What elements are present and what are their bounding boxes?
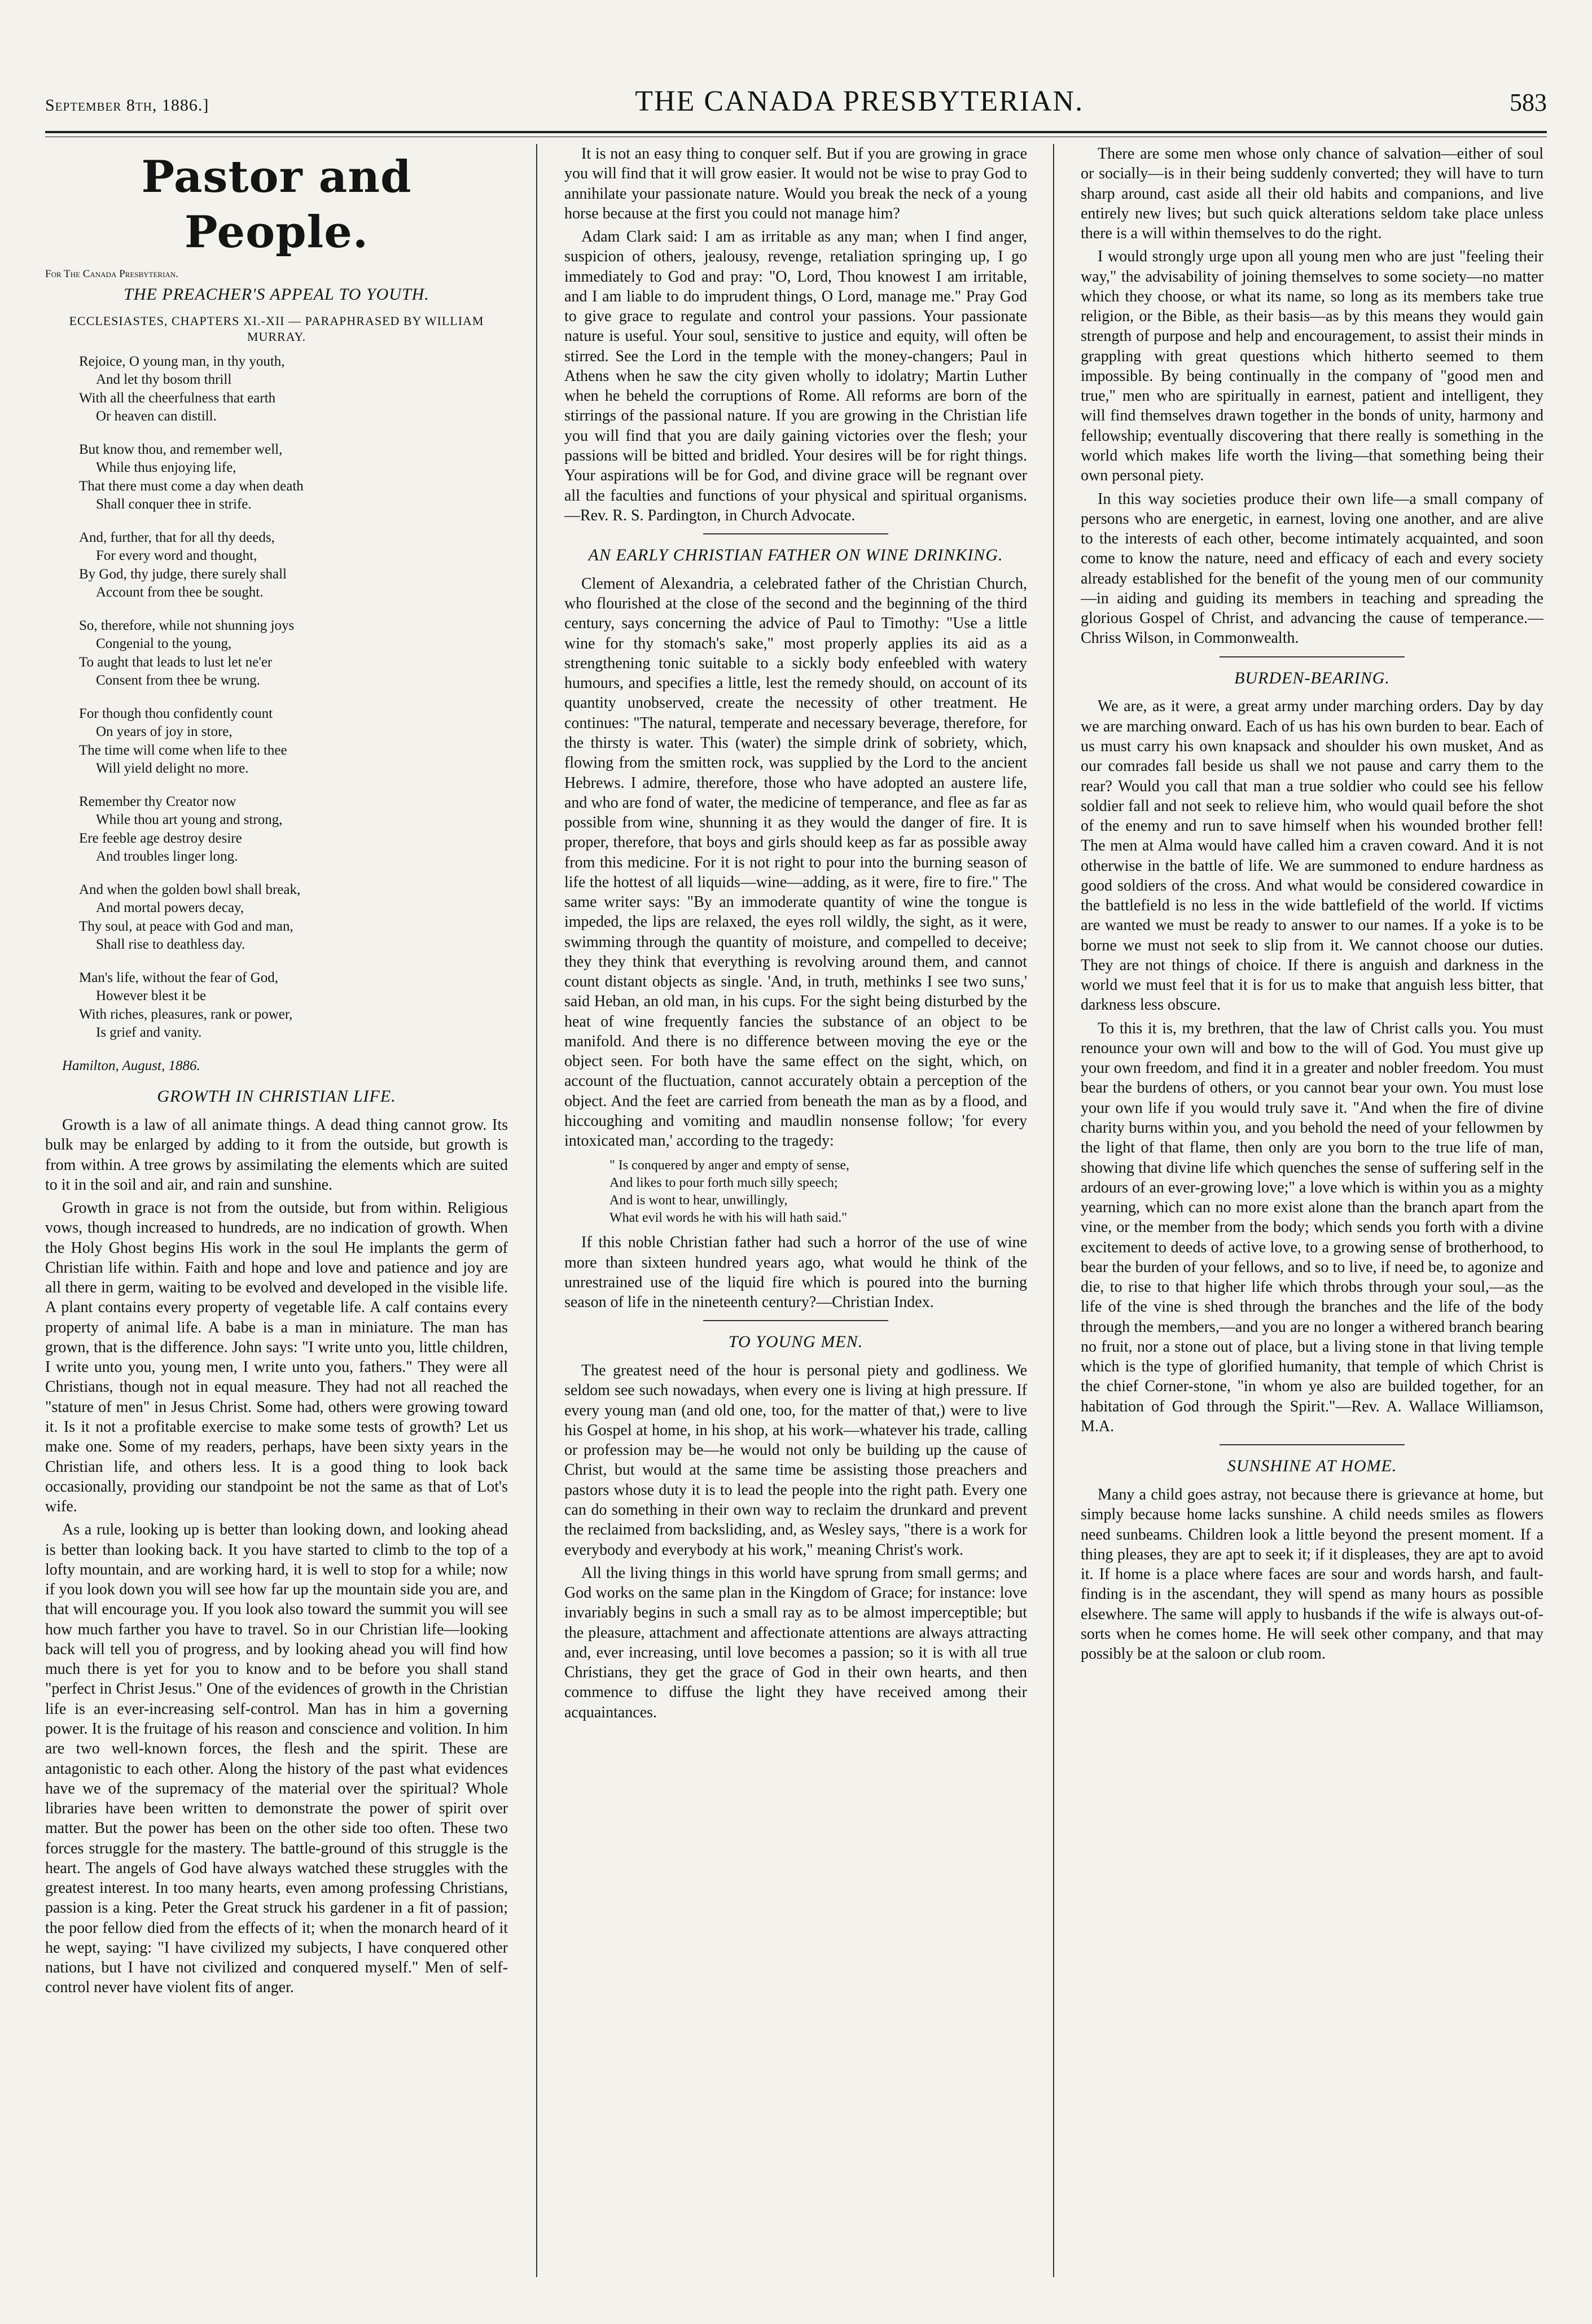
quote-line: And is wont to hear, unwillingly, [609,1192,788,1208]
poem-line: And mortal powers decay, [96,900,244,916]
poem-line: With all the cheerfulness that earth [79,390,276,406]
article-paragraph: If this noble Christian father had such a horror of the use of wine more than sixteen hundred years ago, what would he think of the unrestrained use of the liquid fire which is poured into the burning season of life in the nineteenth century?—Christian Index. [564,1234,1027,1312]
masthead-rule [45,131,1547,137]
poem-line: But know thou, and remember well, [79,441,283,457]
poem-line: Will yield delight no more. [96,761,249,777]
poem-line: And, further, that for all thy deeds, [79,529,275,545]
article-paragraph: I would strongly urge upon all young men who are just "feeling their way," the advisability of joining themselves to some society—no matter which they choose, or what its name, so long as its members take true religion, or the Bible, as their basis—as by this means they would gain strength of purpose and help and encouragement, to assist their minds in grappling with great questions which hitherto seemed to them impossible. By being continually in the company of "good men and true," men who are spiritually in earnest, patient and intelligent, they will find themselves drawn together in the bonds of unity, harmony and fellowship; eventually discovering that there really is something in the world which makes life worth the living—that something being their own personal piety. [1081,248,1543,485]
article-title: BURDEN-BEARING. [1234,668,1390,687]
column-divider [536,144,537,2277]
poem-line: While thus enjoying life, [96,460,236,476]
poem-line: That there must come a day when death [79,478,304,494]
divider [1220,1444,1405,1445]
poem-line: Thy soul, at peace with God and man, [79,918,293,934]
poem [79,353,508,1042]
poem-stanza [79,705,508,778]
newspaper-title: THE CANADA PRESBYTERIAN. [635,85,1084,117]
poem-subtitle: ECCLESIASTES, CHAPTERS XI.-XII — PARAPHRASED BY WILLIAM MURRAY. [69,314,484,344]
article-paragraph: In this way societies produce their own life—a small company of persons who are energetic, in earnest, loving one another, and are alive to the interests of each other, become intimately acquainted, and soon come to know the nature, need and efficacy of each and every society already established for the benefit of the young men of our community—in aiding and guiding its members in teaching and spreading the glorious Gospel of Christ, and advancing the cause of temperance.—Chriss Wilson, in Commonwealth. [1081,490,1543,647]
article-paragraph: There are some men whose only chance of salvation—either of soul or socially—is in their being suddenly converted; they will have to turn sharp around, cast aside all their old habits and companions, and live entirely new lives; but such quick alterations seldom take place unless there is a will within themselves to do the right. [1081,145,1543,243]
poem-stanza [79,529,508,602]
poem-line: And troubles linger long. [96,849,238,865]
poem-line: Is grief and vanity. [96,1025,202,1041]
page-number: 583 [1509,89,1547,116]
poem-line: Or heaven can distill. [96,409,217,424]
article-paragraph: To this it is, my brethren, that the law of Christ calls you. You must renounce your own will and bow to the will of God. You must give up your own freedom, and find it in a greater and nobler freedom. You must bear the burdens of others, or you cannot bear your own. You must lose your own life if you would truly save it. "And when the fire of divine charity burns within you, and you behold the need of your fellowmen by the light of that flame, then only are you born to the true life of man, showing that divine life which quenches the sense of suffering self in the ardours of an ever-growing love;" a love which is within you as a mighty yearning, which can no more exist alone than the branch apart from the vine, or the member from the body; which sends you forth with a divine excitement to deeds of active love, to a growing sense of brotherhood, to bear the burden of your fellows, and so to live, if need be, to agonize and die, to rise to that higher life which throbs through your soul,—as the life of the vine is shed through the branches and the life of the body through the members,—and you are no longer a withered branch bearing no fruit, nor a stone out of place, but a living stone in that living temple which is the type of glorified humanity, that temple of which Christ is the chief Corner-stone, "in whom ye also are builded together, for an habitation of God through the Spirit."—Rev. A. Wallace Williamson, M.A. [1081,1019,1543,1435]
poem-stanza [79,881,508,954]
quote-line: And likes to pour forth much silly speech; [609,1175,838,1190]
poem-line: Remember thy Creator now [79,793,236,809]
article-paragraph: Growth in grace is not from the outside, but from within. Religious vows, though increased to hundreds, are no indication of growth. When the Holy Ghost begins His work in the soul He implants the germ of Christian life within. Faith and hope and love and patience and joy are all there in germ, waiting to be evolved and developed in the visible life. A plant contains every property of vegetable life. A calf contains every property of animal life. A babe is a man in miniature. The man has grown, that is the difference. John says: "I write unto you, little children, I write unto you, young men, I write unto you, fathers." They were all Christians, though not in equal measure. They had not all reached the "stature of men" in Jesus Christ. Some had, others were growing toward it. Is it not a profitable exercise to make some tests of growth? Let us make one. Some of my readers, perhaps, have been sixty years in the Christian life, and others less. It is a good thing to look back occasionally, providing our standpoint be not the same as that of Lot's wife. [45,1199,508,1516]
quote-line: " Is conquered by anger and empty of sense, [609,1157,849,1173]
poem-line: With riches, pleasures, rank or power, [79,1006,293,1022]
poem-line: Shall rise to deathless day. [96,937,245,953]
article-paragraph: As a rule, looking up is better than looking down, and looking ahead is better than looking back. It you have started to climb to the top of a lofty mountain, and are working hard, it is well to stop for a while; now if you look down you will see how far up the mountain side you are, and that will encourage you. If you look also toward the summit you will see how much farther you have to travel. So in our Christian life—looking back will tell you of progress, and by looking ahead you will find how much there is yet for you to know and to be before you shall stand "perfect in Christ Jesus." One of the evidences of growth in the Christian life is an ever-increasing self-control. Man has in him a governing power. It is the fruitage of his reason and conscience and volition. In him are two well-known forces, the flesh and the spirit. These are antagonistic to each other. Along the history of the past what evidences have we of the supremacy of the material over the spiritual? Whole libraries have been written to demonstrate the power of spirit over matter. But the power has been on the other side too often. These two forces struggle for the mastery. The battle-ground of this struggle is the heart. The angels of God have always watched these struggles with the greatest interest. In too many hearts, even among professing Christians, passion is a king. Peter the Great struck his gardener in a fit of passion; the poor fellow died from the effects of it; when the monarch heard of it he wept, saying: "I have civilized my subjects, I have conquered other nations, but I have not civilized and conquered myself." Men of self-control never have violent fits of anger. [45,1521,508,1997]
poem-stanza [79,793,508,866]
column-3 [1081,144,1543,2288]
article-title: SUNSHINE AT HOME. [1227,1457,1397,1476]
poem-line: The time will come when life to thee [79,742,287,758]
article-title: TO YOUNG MEN. [728,1332,863,1352]
poem-line: And let thy bosom thrill [96,372,232,388]
poem-title: THE PREACHER'S APPEAL TO YOUTH. [124,285,429,304]
poem-line: On years of joy in store, [96,724,233,740]
poem-line: While thou art young and strong, [96,812,283,828]
poem-line: Shall conquer thee in strife. [96,497,252,512]
poem-stanza [79,353,508,426]
poem-line: Ere feeble age destroy desire [79,830,242,846]
poem-line: So, therefore, while not shunning joys [79,617,295,633]
divider [703,533,888,534]
issue-date: September 8th, 1886.] [45,96,209,115]
poem-line: However blest it be [96,988,207,1004]
poem-line: Congenial to the young, [96,636,232,652]
article-paragraph: The greatest need of the hour is personal piety and godliness. We seldom see such nowadays, when every one is living at high pressure. If every young man (and old one, too, for the matter of that,) were to live his Gospel at home, in his shop, at his work—whatever his trade, calling or profession may be—he would not only be building up the cause of Christ, but would at the same time be assisting those preachers and pastors whose duty it is to lead the people into the right path. Every one can do something in their own way to reclaim the drunkard and prevent the reclaimed from backsliding, and, as Wesley says, "there is a work for everybody and everybody at his work," meaning Christ's work. [564,1362,1027,1559]
column-1 [45,144,508,2288]
poem-line: And when the golden bowl shall break, [79,882,301,897]
section-title: Pastor and People. [141,151,412,258]
poem-stanza [79,969,508,1042]
article-paragraph: Clement of Alexandria, a celebrated father of the Christian Church, who flourished at the close of the second and the beginning of the third century, says concerning the advice of Paul to Timothy: "Use a little wine for thy stomach's sake," most properly applies its aid as a strengthening tonic suitable to a sickly body enfeebled with watery humours, and specifies a little, lest the remedy should, on account of its quantity unobserved, create the necessity of other treatment. He continues: "The natural, temperate and necessary beverage, therefore, for the thirsty is water. This (water) the simple drink of sobriety, which, flowing from the smitten rock, was supplied by the Lord to the ancient Hebrews. I admire, therefore, those who have adopted an austere life, and who are fond of water, the medicine of temperance, and flee as far as possible from wine, shunning it as they would the danger of fire. It is proper, therefore, that boys and girls should keep as far as possible away from this medicine. For it is not right to pour into the burning season of life the hottest of all liquids—wine—adding, as it were, fire to fire." The same writer says: "By an immoderate quantity of wine the tongue is impeded, the lips are relaxed, the eyes roll wildly, the sight, as it were, swimming through the quantity of moisture, and compelled to deceive; they they think that everything is revolving around them, and cannot count distant objects as single. 'And, in truth, methinks I see two suns,' said Heban, an old man, in his cups. For the sight being disturbed by the heat of wine frequently fancies the substance of an object to be manifold. And there is no difference between moving the eye or the object seen. For both have the same effect on the sight, which, on account of the fluctuation, cannot accurately obtain a perception of the object. And the feet are carried from beneath the man as by a flood, and hiccoughing and vomiting and maudlin nonsense follow; 'for every intoxicated man,' according to the tragedy: [564,575,1027,1150]
poem-line: Consent from thee be wrung. [96,673,260,689]
column-divider [1053,144,1054,2277]
article-paragraph: Adam Clark said: I am as irritable as any man; when I find anger, suspicion of others, jealousy, revenge, retaliation springing up, I go immediately to God and pray: "O, Lord, Thou knowest I am irritable, and I am liable to do imprudent things, O Lord, manage me." Pray God to give grace to regulate and control your passions. Your passionate nature is useful. Your soul, sensitive to justice and equity, will often be stirred. See the Lord in the temple with the money-changers; Paul in Athens when he saw the city given wholly to idolatry; Martin Luther when he beheld the corruptions of Rome. All reforms are born of the stirrings of the passional nature. If you are growing in the Christian life you will find that you are daily gaining victories over the flesh; your passions will be bitted and bridled. Your desires will be for right things. Your aspirations will be for God, and divine grace will be regnant over all the faculties and functions of your physical and spiritual organisms.—Rev. R. S. Pardington, in Church Advocate. [564,228,1027,524]
article-paragraph: Growth is a law of all animate things. A dead thing cannot grow. Its bulk may be enlarged by adding to it from the outside, but growth is from within. A tree grows by assimilating the elements which are suited to it in the soil and air, and rain and sunshine. [45,1116,508,1194]
quote-line: What evil words he with his will hath said." [609,1211,848,1226]
article-title: AN EARLY CHRISTIAN FATHER ON WINE DRINKING. [588,546,1003,565]
poem-signature: Hamilton, August, 1886. [62,1058,200,1073]
poem-line: For though thou confidently count [79,705,273,721]
poem-line: To aught that leads to lust let ne'er [79,654,273,670]
article-paragraph: It is not an easy thing to conquer self. But if you are growing in grace you will find that it will grow easier. It would not be wise to pray God to annihilate your passionate nature. Would you break the neck of a young horse because at the first you could not manage him? [564,145,1027,222]
article-title: GROWTH IN CHRISTIAN LIFE. [157,1087,396,1106]
article-paragraph: We are, as it were, a great army under marching orders. Day by day we are marching onward. Each of us has his own burden to bear. Each of us must carry his own knapsack and shoulder his own musket, And as our comrades fall beside us shall we not pause and carry them to the rear? Would you call that man a true soldier who could see his fellow soldier fall and not seek to relieve him, who would quail before the shot of the enemy and run to save himself when his wounded brother fell! The men at Alma would have called him a craven coward. And it is not otherwise in the battle of life. We are summoned to endure hardness as good soldiers of the cross. And what would be considered cowardice in the battlefield is no less in the wide battlefield of the world. If victims are wanted we must be ready to answer to our names. If a yoke is to be borne we must not seek to slip from it. We cannot choose our duties. They are not things of choice. If there is anguish and darkness in the world we must feel that it is for us to make that anguish less bitter, that darkness less obscure. [1081,698,1543,1014]
poem-line: Account from thee be sought. [96,585,264,600]
article-paragraph: All the living things in this world have sprung from small germs; and God works on the same plan in the Kingdom of Grace; for instance: love invariably begins in such a small ray as to be almost imperceptible; but the pleasure, attachment and affectionate attentions are always attracting and, ever increasing, until love becomes a passion; so it is with all true Christians, they get the grace of God in their own hearts, and then commence to diffuse the light they have received among their acquaintances. [564,1564,1027,1721]
poem-stanza [79,441,508,514]
poem-line: Man's life, without the fear of God, [79,970,279,985]
divider [1220,656,1405,657]
article-paragraph: Many a child goes astray, not because there is grievance at home, but simply because home lacks sunshine. A child needs smiles as flowers need sunbeams. Children look a little beyond the present moment. If a thing pleases, they are apt to seek it; if it displeases, they are apt to avoid it. If home is a place where faces are sour and words harsh, and fault-finding is in the ascendant, they will spend as many hours as possible elsewhere. The same will apply to husbands if the wife is always out-of-sorts when he comes home. He will seek other company, and that may possibly be at the saloon or club room. [1081,1486,1543,1663]
verse-quote [609,1157,1027,1227]
poem-line: Rejoice, O young man, in thy youth, [79,353,285,369]
poem-line: For every word and thought, [96,548,257,564]
column-2 [564,144,1027,2288]
poem-stanza [79,617,508,690]
masthead [45,85,1547,124]
poem-line: By God, thy judge, there surely shall [79,566,287,582]
poem-byline: For The Canada Presbyterian. [45,268,178,280]
divider [703,1320,888,1321]
